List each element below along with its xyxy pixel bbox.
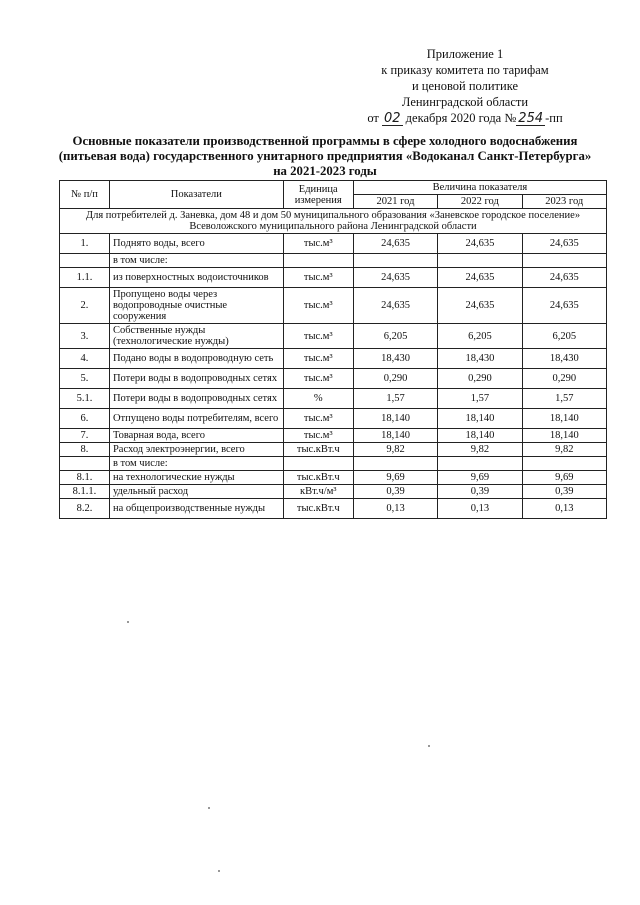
header-unit: Единица измерения bbox=[283, 181, 353, 209]
header-2021: 2021 год bbox=[353, 195, 437, 209]
row-value-2021: 24,635 bbox=[353, 234, 437, 254]
row-value-2022: 1,57 bbox=[438, 389, 522, 409]
row-value-2023: 1,57 bbox=[522, 389, 606, 409]
date-month-year: декабря 2020 года № bbox=[405, 111, 517, 125]
row-indicator: в том числе: bbox=[109, 457, 283, 471]
table-row bbox=[60, 369, 607, 389]
appendix-policy: и ценовой политике bbox=[411, 79, 519, 93]
row-indicator: удельный расход bbox=[109, 485, 283, 499]
row-indicator: на общепроизводственные нужды bbox=[109, 499, 283, 519]
indicators-table bbox=[59, 180, 607, 519]
row-value-2023: 18,140 bbox=[522, 409, 606, 429]
table-row bbox=[60, 485, 607, 499]
row-indicator: Пропущено воды через водопроводные очистные сооружения bbox=[109, 288, 283, 324]
title-line-3: на 2021-2023 годы bbox=[273, 164, 377, 178]
row-unit: тыс.м³ bbox=[283, 349, 353, 369]
table-row bbox=[60, 457, 607, 471]
row-value-2022: 24,635 bbox=[438, 234, 522, 254]
row-num: 8.1. bbox=[60, 471, 110, 485]
table-row bbox=[60, 443, 607, 457]
row-unit: тыс.кВт.ч bbox=[283, 499, 353, 519]
scan-speck bbox=[428, 745, 430, 747]
row-value-2022: 9,69 bbox=[438, 471, 522, 485]
title-line-2: (питьевая вода) государственного унитарного предприятия «Водоканал Санкт-Петербурга» bbox=[58, 149, 592, 163]
scan-speck bbox=[208, 807, 210, 809]
row-num: 6. bbox=[60, 409, 110, 429]
table-row bbox=[60, 389, 607, 409]
title-line-1: Основные показатели производственной программы в сфере холодного водоснабжения bbox=[72, 134, 578, 148]
row-num: 8.1.1. bbox=[60, 485, 110, 499]
row-num: 1.1. bbox=[60, 268, 110, 288]
row-value-2022: 6,205 bbox=[438, 324, 522, 349]
row-value-2023: 0,13 bbox=[522, 499, 606, 519]
row-value-2023: 24,635 bbox=[522, 234, 606, 254]
row-value-2021: 18,140 bbox=[353, 409, 437, 429]
table-row bbox=[60, 429, 607, 443]
row-value-2021: 24,635 bbox=[353, 268, 437, 288]
row-value-2023: 18,430 bbox=[522, 349, 606, 369]
date-prefix: от bbox=[367, 111, 379, 125]
row-value-2021 bbox=[353, 254, 437, 268]
row-unit: тыс.м³ bbox=[283, 369, 353, 389]
table-row bbox=[60, 254, 607, 268]
row-unit: тыс.кВт.ч bbox=[283, 471, 353, 485]
row-value-2022: 24,635 bbox=[438, 268, 522, 288]
row-value-2022: 24,635 bbox=[438, 288, 522, 324]
document-title bbox=[40, 134, 610, 179]
row-indicator: Расход электроэнергии, всего bbox=[109, 443, 283, 457]
row-value-2021: 0,39 bbox=[353, 485, 437, 499]
row-num: 7. bbox=[60, 429, 110, 443]
row-unit: тыс.м³ bbox=[283, 409, 353, 429]
row-num: 4. bbox=[60, 349, 110, 369]
row-value-2022: 18,430 bbox=[438, 349, 522, 369]
row-indicator: из поверхностных водоисточников bbox=[109, 268, 283, 288]
row-num: 3. bbox=[60, 324, 110, 349]
row-value-2022: 0,13 bbox=[438, 499, 522, 519]
row-indicator: Отпущено воды потребителям, всего bbox=[109, 409, 283, 429]
header-2023: 2023 год bbox=[522, 195, 606, 209]
header-value-group: Величина показателя bbox=[353, 181, 606, 195]
table-row bbox=[60, 234, 607, 254]
row-value-2021: 1,57 bbox=[353, 389, 437, 409]
handwritten-number: 254 bbox=[518, 111, 544, 126]
row-value-2023: 0,290 bbox=[522, 369, 606, 389]
appendix-header bbox=[330, 46, 600, 126]
row-unit: тыс.м³ bbox=[283, 234, 353, 254]
row-indicator: Потери воды в водопроводных сетях bbox=[109, 389, 283, 409]
table-row bbox=[60, 324, 607, 349]
row-value-2022 bbox=[438, 254, 522, 268]
table-row bbox=[60, 471, 607, 485]
row-indicator: Собственные нужды (технологические нужды) bbox=[109, 324, 283, 349]
row-value-2023: 24,635 bbox=[522, 288, 606, 324]
row-num: 8. bbox=[60, 443, 110, 457]
row-value-2023: 9,69 bbox=[522, 471, 606, 485]
row-value-2022: 18,140 bbox=[438, 409, 522, 429]
row-value-2021 bbox=[353, 457, 437, 471]
table-row bbox=[60, 268, 607, 288]
consumer-group-row: Для потребителей д. Заневка, дом 48 и дом 50 муниципального образования «Заневское городское поселение» Всеволожского муниципального района Ленинградской области bbox=[60, 209, 607, 234]
row-unit: тыс.м³ bbox=[283, 429, 353, 443]
row-indicator: Подано воды в водопроводную сеть bbox=[109, 349, 283, 369]
table-row bbox=[60, 349, 607, 369]
row-num: 5. bbox=[60, 369, 110, 389]
row-value-2022: 0,39 bbox=[438, 485, 522, 499]
row-value-2022: 18,140 bbox=[438, 429, 522, 443]
header-2022: 2022 год bbox=[438, 195, 522, 209]
scan-speck bbox=[218, 870, 220, 872]
row-value-2022: 0,290 bbox=[438, 369, 522, 389]
handwritten-day: 02 bbox=[384, 111, 401, 126]
row-indicator: на технологические нужды bbox=[109, 471, 283, 485]
table-row bbox=[60, 409, 607, 429]
row-num bbox=[60, 254, 110, 268]
row-unit: тыс.м³ bbox=[283, 324, 353, 349]
row-value-2023: 0,39 bbox=[522, 485, 606, 499]
appendix-order-ref: к приказу комитета по тарифам bbox=[381, 63, 549, 77]
row-unit bbox=[283, 254, 353, 268]
table-row bbox=[60, 499, 607, 519]
row-unit: % bbox=[283, 389, 353, 409]
row-num: 2. bbox=[60, 288, 110, 324]
row-value-2021: 0,290 bbox=[353, 369, 437, 389]
row-value-2021: 6,205 bbox=[353, 324, 437, 349]
header-num: № п/п bbox=[60, 181, 110, 209]
order-suffix: -пп bbox=[545, 111, 563, 125]
row-unit: тыс.м³ bbox=[283, 288, 353, 324]
appendix-date-line bbox=[330, 110, 600, 126]
row-unit: тыс.кВт.ч bbox=[283, 443, 353, 457]
appendix-title: Приложение 1 bbox=[426, 47, 504, 61]
row-value-2021: 24,635 bbox=[353, 288, 437, 324]
row-value-2021: 18,430 bbox=[353, 349, 437, 369]
row-unit bbox=[283, 457, 353, 471]
row-value-2023: 9,82 bbox=[522, 443, 606, 457]
table-row bbox=[60, 288, 607, 324]
row-value-2021: 9,69 bbox=[353, 471, 437, 485]
row-indicator: Товарная вода, всего bbox=[109, 429, 283, 443]
row-indicator: Поднято воды, всего bbox=[109, 234, 283, 254]
row-indicator: в том числе: bbox=[109, 254, 283, 268]
row-value-2022: 9,82 bbox=[438, 443, 522, 457]
row-value-2022 bbox=[438, 457, 522, 471]
row-value-2023 bbox=[522, 457, 606, 471]
scan-speck bbox=[127, 621, 129, 623]
row-unit: тыс.м³ bbox=[283, 268, 353, 288]
row-num bbox=[60, 457, 110, 471]
row-num: 1. bbox=[60, 234, 110, 254]
row-value-2023: 24,635 bbox=[522, 268, 606, 288]
row-num: 8.2. bbox=[60, 499, 110, 519]
row-value-2023 bbox=[522, 254, 606, 268]
row-value-2023: 6,205 bbox=[522, 324, 606, 349]
header-indicator: Показатели bbox=[109, 181, 283, 209]
row-value-2021: 0,13 bbox=[353, 499, 437, 519]
row-num: 5.1. bbox=[60, 389, 110, 409]
row-indicator: Потери воды в водопроводных сетях bbox=[109, 369, 283, 389]
row-value-2021: 9,82 bbox=[353, 443, 437, 457]
row-value-2023: 18,140 bbox=[522, 429, 606, 443]
appendix-region: Ленинградской области bbox=[401, 95, 529, 109]
row-value-2021: 18,140 bbox=[353, 429, 437, 443]
row-unit: кВт.ч/м³ bbox=[283, 485, 353, 499]
